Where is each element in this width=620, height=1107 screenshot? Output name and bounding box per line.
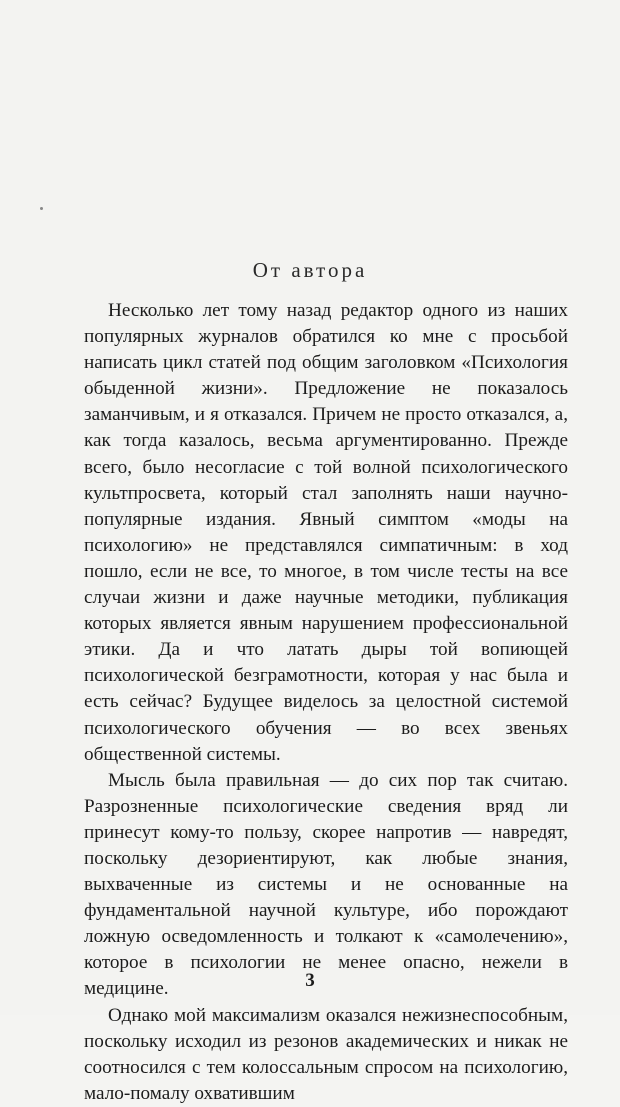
paragraph-3: Однако мой максимализм оказался нежизнеспособным, поскольку исходил из резонов академических и никак не соотносился с тем колоссальным спросом на психологию, мало-помалу охватившим bbox=[84, 1004, 568, 1104]
print-speck bbox=[40, 207, 43, 210]
paragraph-1: Несколько лет тому назад редактор одного из наших популярных журналов обратился ко мне с просьбой написать цикл статей под общим заголовком «Психология обыденной жизни». Предложение не показалось заманчивым, и я отказался. Причем не просто отказался, а, как тогда казалось, весьма аргументированно. Прежде всего, было несогласие с той волной психологического культпросвета, который стал заполнять наши научно-популярные издания. Явный симптом «моды на психологию» не представлялся симпатичным: в ход пошло, если не все, то многое, в том числе тесты на все случаи жизни и даже научные методики, публикация которых является явным нарушением профессиональной этики. Да и что латать дыры той вопиющей психологической безграмотности, которая у нас была и есть сейчас? Будущее виделось за целостной системой психологического обучения — во всех звеньях общественной системы. bbox=[84, 300, 568, 765]
chapter-heading: От автора bbox=[252, 258, 368, 282]
paragraph-2: Мысль была правильная — до сих пор так считаю. Разрозненные психологические сведения вряд ли принесут кому-то пользу, скорее напротив — навредят, поскольку дезориентируют, как любые знания, выхваченные из системы и не основанные на фундаментальной научной культуре, ибо порождают ложную осведомленность и толкают к «самолечению», которое в психологии не менее опасно, нежели в медицине. bbox=[84, 769, 568, 1000]
page-number: 3 bbox=[305, 970, 315, 991]
